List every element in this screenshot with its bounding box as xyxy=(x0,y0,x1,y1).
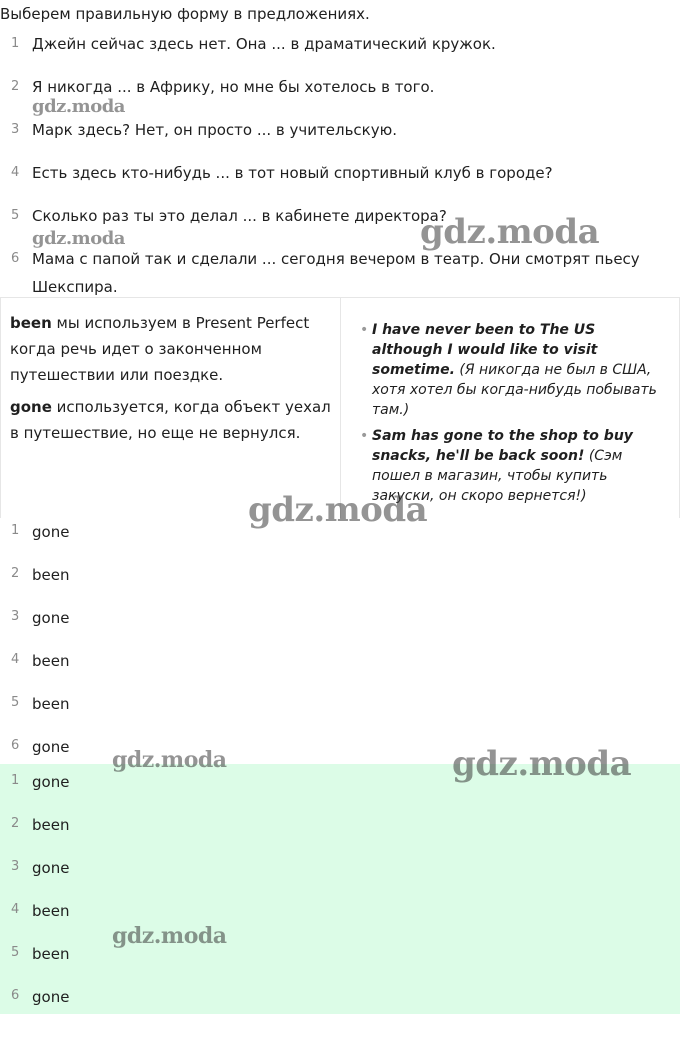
question-text: Марк здесь? Нет, он просто ... в учительскую. xyxy=(32,121,397,139)
question-text xyxy=(0,245,640,301)
answer-number: 2 xyxy=(11,816,20,831)
example-english: I have never been to The US although I would like to visit sometime. xyxy=(372,322,598,378)
answer-list xyxy=(0,518,680,768)
answer-text: gone xyxy=(32,859,70,877)
example-item xyxy=(360,320,667,420)
answer-text: been xyxy=(32,652,70,670)
answer-number: 4 xyxy=(11,902,20,917)
question-number: 6 xyxy=(11,251,20,266)
rule-gone-word: gone xyxy=(10,398,52,416)
answer-text: gone xyxy=(32,609,70,627)
answer-number: 3 xyxy=(11,609,20,624)
rule-examples xyxy=(342,298,680,518)
rule-gone xyxy=(10,394,332,446)
answer-text: been xyxy=(32,566,70,584)
answer-item xyxy=(0,609,680,652)
bullet-icon: • xyxy=(360,322,369,338)
answer-item xyxy=(0,902,680,945)
question-text-content: Мама с папой так и сделали ... сегодня вечером в театр. Они смотрят пьесу Шекспира. xyxy=(32,250,640,296)
example-russian: (Я никогда не был в США, хотя хотел бы когда-нибудь побывать там.) xyxy=(372,362,657,418)
bullet-icon: • xyxy=(360,428,369,444)
answer-item xyxy=(0,945,680,988)
answer-number: 1 xyxy=(11,523,20,538)
question-text: Я никогда ... в Африку, но мне бы хотелось в того. xyxy=(32,78,435,96)
watermark: gdz.moda xyxy=(32,96,125,117)
answer-item xyxy=(0,859,680,902)
watermark: gdz.moda xyxy=(32,228,125,249)
answer-item xyxy=(0,566,680,609)
answer-text: gone xyxy=(32,773,70,791)
rule-explanation xyxy=(0,298,341,518)
answer-item xyxy=(0,695,680,738)
rule-box xyxy=(0,297,680,517)
answer-number: 2 xyxy=(11,566,20,581)
rule-gone-text: используется, когда объект уехал в путешествие, но еще не вернулся. xyxy=(10,398,331,442)
intro-text: Выберем правильную форму в предложениях. xyxy=(0,5,370,23)
example-russian: (Сэм пошел в магазин, чтобы купить закуски, он скоро вернется!) xyxy=(372,448,623,504)
answer-list-highlighted xyxy=(0,764,680,1014)
watermark: gdz.moda xyxy=(452,744,632,784)
answer-number: 4 xyxy=(11,652,20,667)
example-english: Sam has gone to the shop to buy snacks, he'll be back soon! xyxy=(372,428,633,464)
watermark: gdz.moda xyxy=(112,747,227,773)
question-number: 4 xyxy=(11,165,20,180)
watermark: gdz.moda xyxy=(248,490,428,530)
watermark: gdz.moda xyxy=(112,923,227,949)
question-text: Джейн сейчас здесь нет. Она ... в драматический кружок. xyxy=(32,35,496,53)
question-text: Есть здесь кто-нибудь ... в тот новый спортивный клуб в городе? xyxy=(32,164,553,182)
answer-text: been xyxy=(32,816,70,834)
answer-text: gone xyxy=(32,738,70,756)
answer-text: gone xyxy=(32,988,70,1006)
watermark: gdz.moda xyxy=(420,212,600,252)
answer-text: gone xyxy=(32,523,70,541)
answer-number: 6 xyxy=(11,988,20,1003)
question-number: 2 xyxy=(11,79,20,94)
answer-number: 1 xyxy=(11,773,20,788)
answer-item xyxy=(0,652,680,695)
rule-been-word: been xyxy=(10,314,52,332)
question-number: 1 xyxy=(11,36,20,51)
answer-text: been xyxy=(32,695,70,713)
answer-number: 6 xyxy=(11,738,20,753)
rule-been xyxy=(10,310,332,388)
rule-been-text: мы используем в Present Perfect когда речь идет о законченном путешествии или поездке. xyxy=(10,314,310,384)
answer-item xyxy=(0,816,680,859)
answer-text: been xyxy=(32,945,70,963)
answer-item xyxy=(0,988,680,1031)
answer-number: 5 xyxy=(11,695,20,710)
answer-number: 3 xyxy=(11,859,20,874)
question-number: 5 xyxy=(11,208,20,223)
answer-number: 5 xyxy=(11,945,20,960)
question-number: 3 xyxy=(11,122,20,137)
question-text: Сколько раз ты это делал ... в кабинете директора? xyxy=(32,207,447,225)
answer-text: been xyxy=(32,902,70,920)
